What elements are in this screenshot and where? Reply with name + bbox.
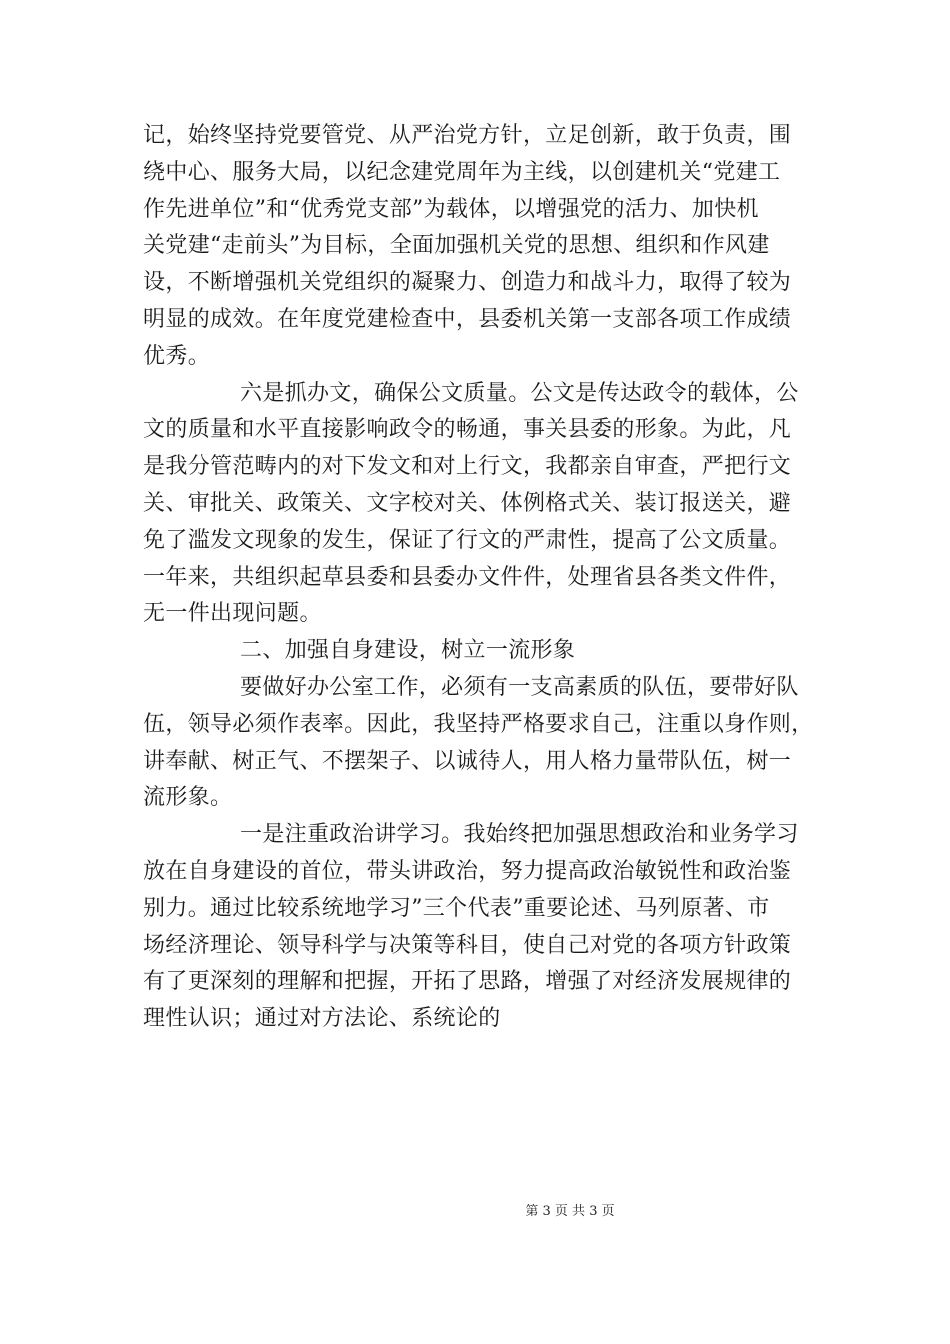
text-line: 有了更深刻的理解和把握，开拓了思路，增强了对经济发展规律的 [143, 969, 792, 995]
text-line: 关、审批关、政策关、文字校对关、体例格式关、装订报送关，避 [143, 490, 792, 516]
text-line: 理性认识；通过对方法论、系统论的 [143, 1006, 501, 1032]
text-line: 一年来，共组织起草县委和县委办文件件，处理省县各类文件件， [143, 564, 792, 590]
text-line: 要做好办公室工作，必须有一支高素质的队伍，要带好队 [240, 674, 799, 700]
text-line: 是我分管范畴内的对下发文和对上行文，我都亲自审查，严把行文 [143, 454, 792, 480]
text-line: 优秀。 [143, 343, 211, 369]
text-line: 二、加强自身建设，树立一流形象 [240, 638, 576, 664]
text-line: 场经济理论、领导科学与决策等科目，使自己对党的各项方针政策 [143, 932, 792, 958]
text-line: 作先进单位”和“优秀党支部”为载体，以增强党的活力、加快机 [143, 196, 759, 222]
text-line: 放在自身建设的首位，带头讲政治，努力提高政治敏锐性和政治鉴 [143, 858, 792, 884]
text-line: 无一件出现问题。 [143, 601, 322, 627]
page-footer: 第 3 页 共 3 页 [525, 1204, 615, 1219]
text-line: 流形象。 [143, 785, 233, 811]
text-line: 文的质量和水平直接影响政令的畅通，事关县委的形象。为此，凡 [143, 417, 792, 443]
text-line: 免了滥发文现象的发生，保证了行文的严肃性，提高了公文质量。 [143, 527, 792, 553]
text-line: 明显的成效。在年度党建检查中，县委机关第一支部各项工作成绩 [143, 306, 792, 332]
text-line: 一是注重政治讲学习。我始终把加强思想政治和业务学习 [240, 822, 799, 848]
text-line: 六是抓办文，确保公文质量。公文是传达政令的载体，公 [240, 380, 799, 406]
body-text [143, 118, 823, 1038]
text-line: 关党建“走前头”为目标，全面加强机关党的思想、组织和作风建 [143, 233, 770, 259]
text-line: 设，不断增强机关党组织的凝聚力、创造力和战斗力，取得了较为 [143, 270, 792, 296]
text-line: 别力。通过比较系统地学习”三个代表”重要论述、马列原著、市 [143, 895, 770, 921]
text-line: 伍，领导必须作表率。因此，我坚持严格要求自己，注重以身作则， [143, 711, 814, 737]
text-line: 记，始终坚持党要管党、从严治党方针，立足创新，敢于负责，围 [143, 123, 792, 148]
text-line: 绕中心、服务大局，以纪念建党周年为主线，以创建机关“党建工 [143, 159, 781, 185]
text-line: 讲奉献、树正气、不摆架子、以诚待人，用人格力量带队伍，树一 [143, 748, 792, 774]
